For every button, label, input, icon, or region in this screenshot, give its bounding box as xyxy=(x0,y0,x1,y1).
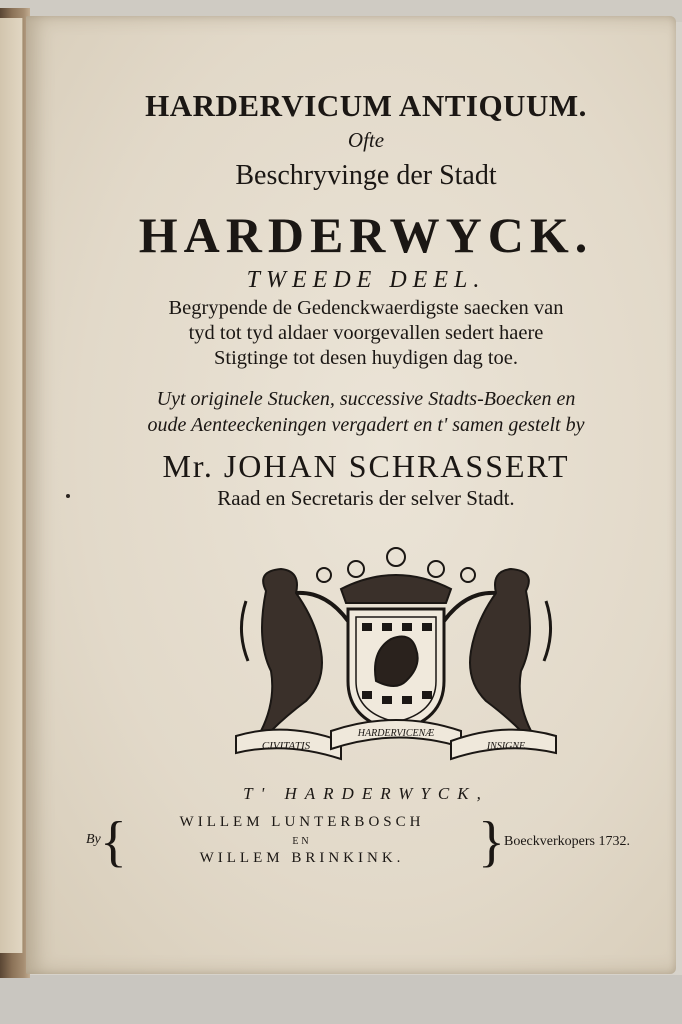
subtitle: Beschryvinge der Stadt xyxy=(235,160,497,191)
coat-of-arms-emblem xyxy=(226,531,566,771)
left-brace-icon: { xyxy=(100,811,127,873)
ribbon-center-text: HARDERVICENÆ xyxy=(357,728,435,739)
ribbon-left-text: CIVITATIS xyxy=(261,740,311,752)
imprint-place: T' HARDERWYCK, xyxy=(243,784,489,803)
right-brace-icon: } xyxy=(478,811,505,873)
sources-line: Uyt originele Stucken, successive Stadts-Boecken en xyxy=(156,388,576,410)
imprint-by: By xyxy=(86,832,101,847)
author-role: Raad en Secretaris der selver Stadt. xyxy=(217,486,515,510)
crown-flower-icon xyxy=(348,561,364,577)
ribbon-right-text: INSIGNE xyxy=(486,741,526,752)
sources-line: oude Aenteeckeningen vergadert en t' samen gestelt by xyxy=(147,414,585,436)
author-name: Mr. JOHAN SCHRASSERT xyxy=(162,448,570,484)
booksellers-year: Boeckverkopers 1732. xyxy=(504,834,630,849)
previous-page-edge xyxy=(0,18,23,953)
description-line: Stigtinge tot desen huydigen dag toe. xyxy=(213,347,519,369)
crown-flower-icon xyxy=(428,561,444,577)
title-page xyxy=(26,16,676,974)
description-line: tyd tot tyd aldaer voorgevallen sedert haere xyxy=(188,322,544,344)
conjunction-ofte: Ofte xyxy=(347,128,385,152)
description-line: Begrypende de Gedenckwaerdigste saecken van xyxy=(168,297,564,319)
crown-flower-icon xyxy=(387,548,405,566)
ink-speck xyxy=(66,494,70,498)
printer-name: WILLEM LUNTERBOSCH xyxy=(179,814,425,830)
crown-icon xyxy=(341,575,451,603)
background-bottom xyxy=(0,975,682,1024)
title-page-text xyxy=(86,16,666,974)
city-name: HARDERWYCK. xyxy=(138,207,594,263)
printer-conjunction: EN xyxy=(292,836,312,847)
volume-label: TWEEDE DEEL. xyxy=(246,267,486,293)
imprint-block xyxy=(86,808,666,878)
printer-name: WILLEM BRINKINK. xyxy=(199,850,405,866)
book-title: HARDERVICUM ANTIQUUM. xyxy=(145,88,587,123)
